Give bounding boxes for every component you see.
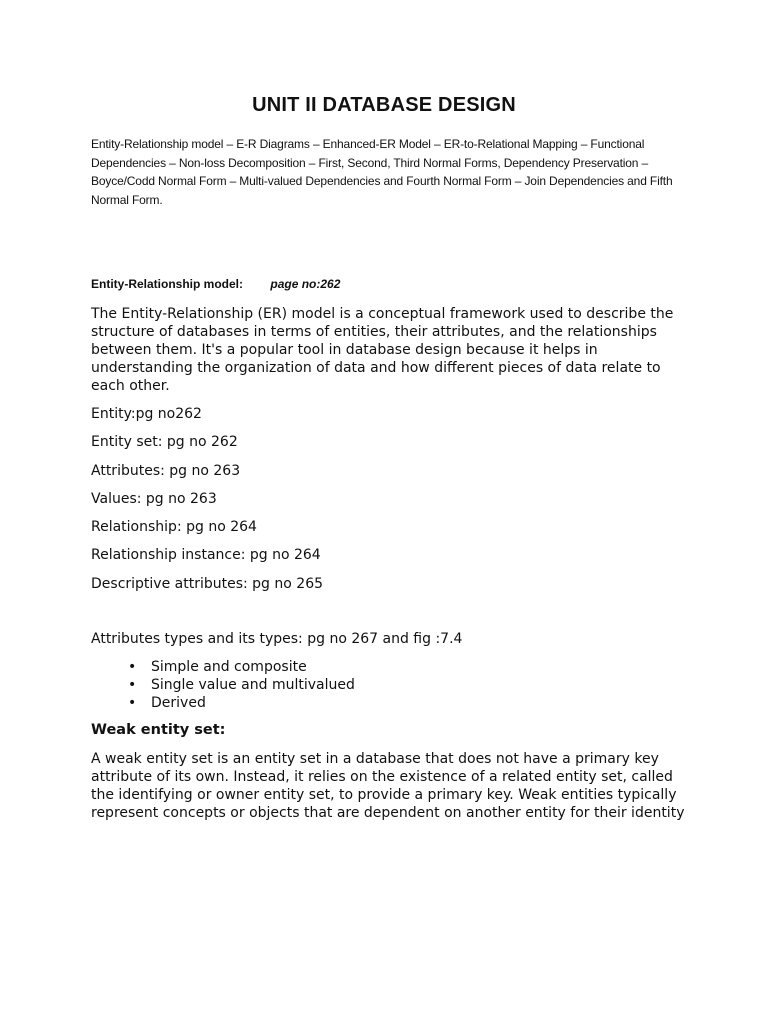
bullet-icon: • <box>128 659 137 675</box>
list-item-text: Derived <box>151 695 206 711</box>
definition-relationship-instance: Relationship instance: pg no 264 <box>91 547 321 563</box>
page-title: UNIT II DATABASE DESIGN <box>252 94 516 116</box>
bullet-icon: • <box>128 695 137 711</box>
attribute-types-list <box>91 658 355 712</box>
er-model-heading-label: Entity-Relationship model: <box>91 277 244 291</box>
weak-entity-heading: Weak entity set: <box>91 722 226 738</box>
er-model-page-ref: page no:262 <box>270 277 341 291</box>
definition-descriptive-attributes: Descriptive attributes: pg no 265 <box>91 576 324 592</box>
definition-attributes: Attributes: pg no 263 <box>91 463 241 479</box>
definition-entity: Entity:pg no262 <box>91 406 202 422</box>
er-model-heading <box>91 277 340 291</box>
list-item <box>91 676 355 694</box>
definition-entity-set: Entity set: pg no 262 <box>91 434 238 450</box>
weak-entity-paragraph: A weak entity set is an entity set in a database that does not have a primary key attribute of its own. Instead, it relies on the existence of a related entity set, called the identifying or owner entity set, to provide a primary key. Weak entities typically represent concepts or objects that are dependent on another entity for their identity <box>91 751 685 821</box>
definition-values: Values: pg no 263 <box>91 491 217 507</box>
list-item <box>91 658 355 676</box>
definition-relationship: Relationship: pg no 264 <box>91 519 257 535</box>
bullet-icon: • <box>128 677 137 693</box>
list-item <box>91 694 355 712</box>
syllabus-paragraph: Entity-Relationship model – E-R Diagrams – Enhanced-ER Model – ER-to-Relational Mapping – Functional Dependencies – Non-loss Decomposition – First, Second, Third Normal Forms, Dependency Preservation – Boyce/Codd Normal Form – Multi-valued Dependencies and Fourth Normal Form – Join Dependencies and Fifth Normal Form. <box>91 137 673 207</box>
er-model-intro-paragraph: The Entity-Relationship (ER) model is a conceptual framework used to describe the structure of databases in terms of entities, their attributes, and the relationships between them. It's a popular tool in database design because it helps in understanding the organization of data and how different pieces of data relate to each other. <box>91 306 674 394</box>
attribute-types-line: Attributes types and its types: pg no 267 and fig :7.4 <box>91 631 463 647</box>
list-item-text: Simple and composite <box>151 659 307 675</box>
list-item-text: Single value and multivalued <box>151 677 355 693</box>
